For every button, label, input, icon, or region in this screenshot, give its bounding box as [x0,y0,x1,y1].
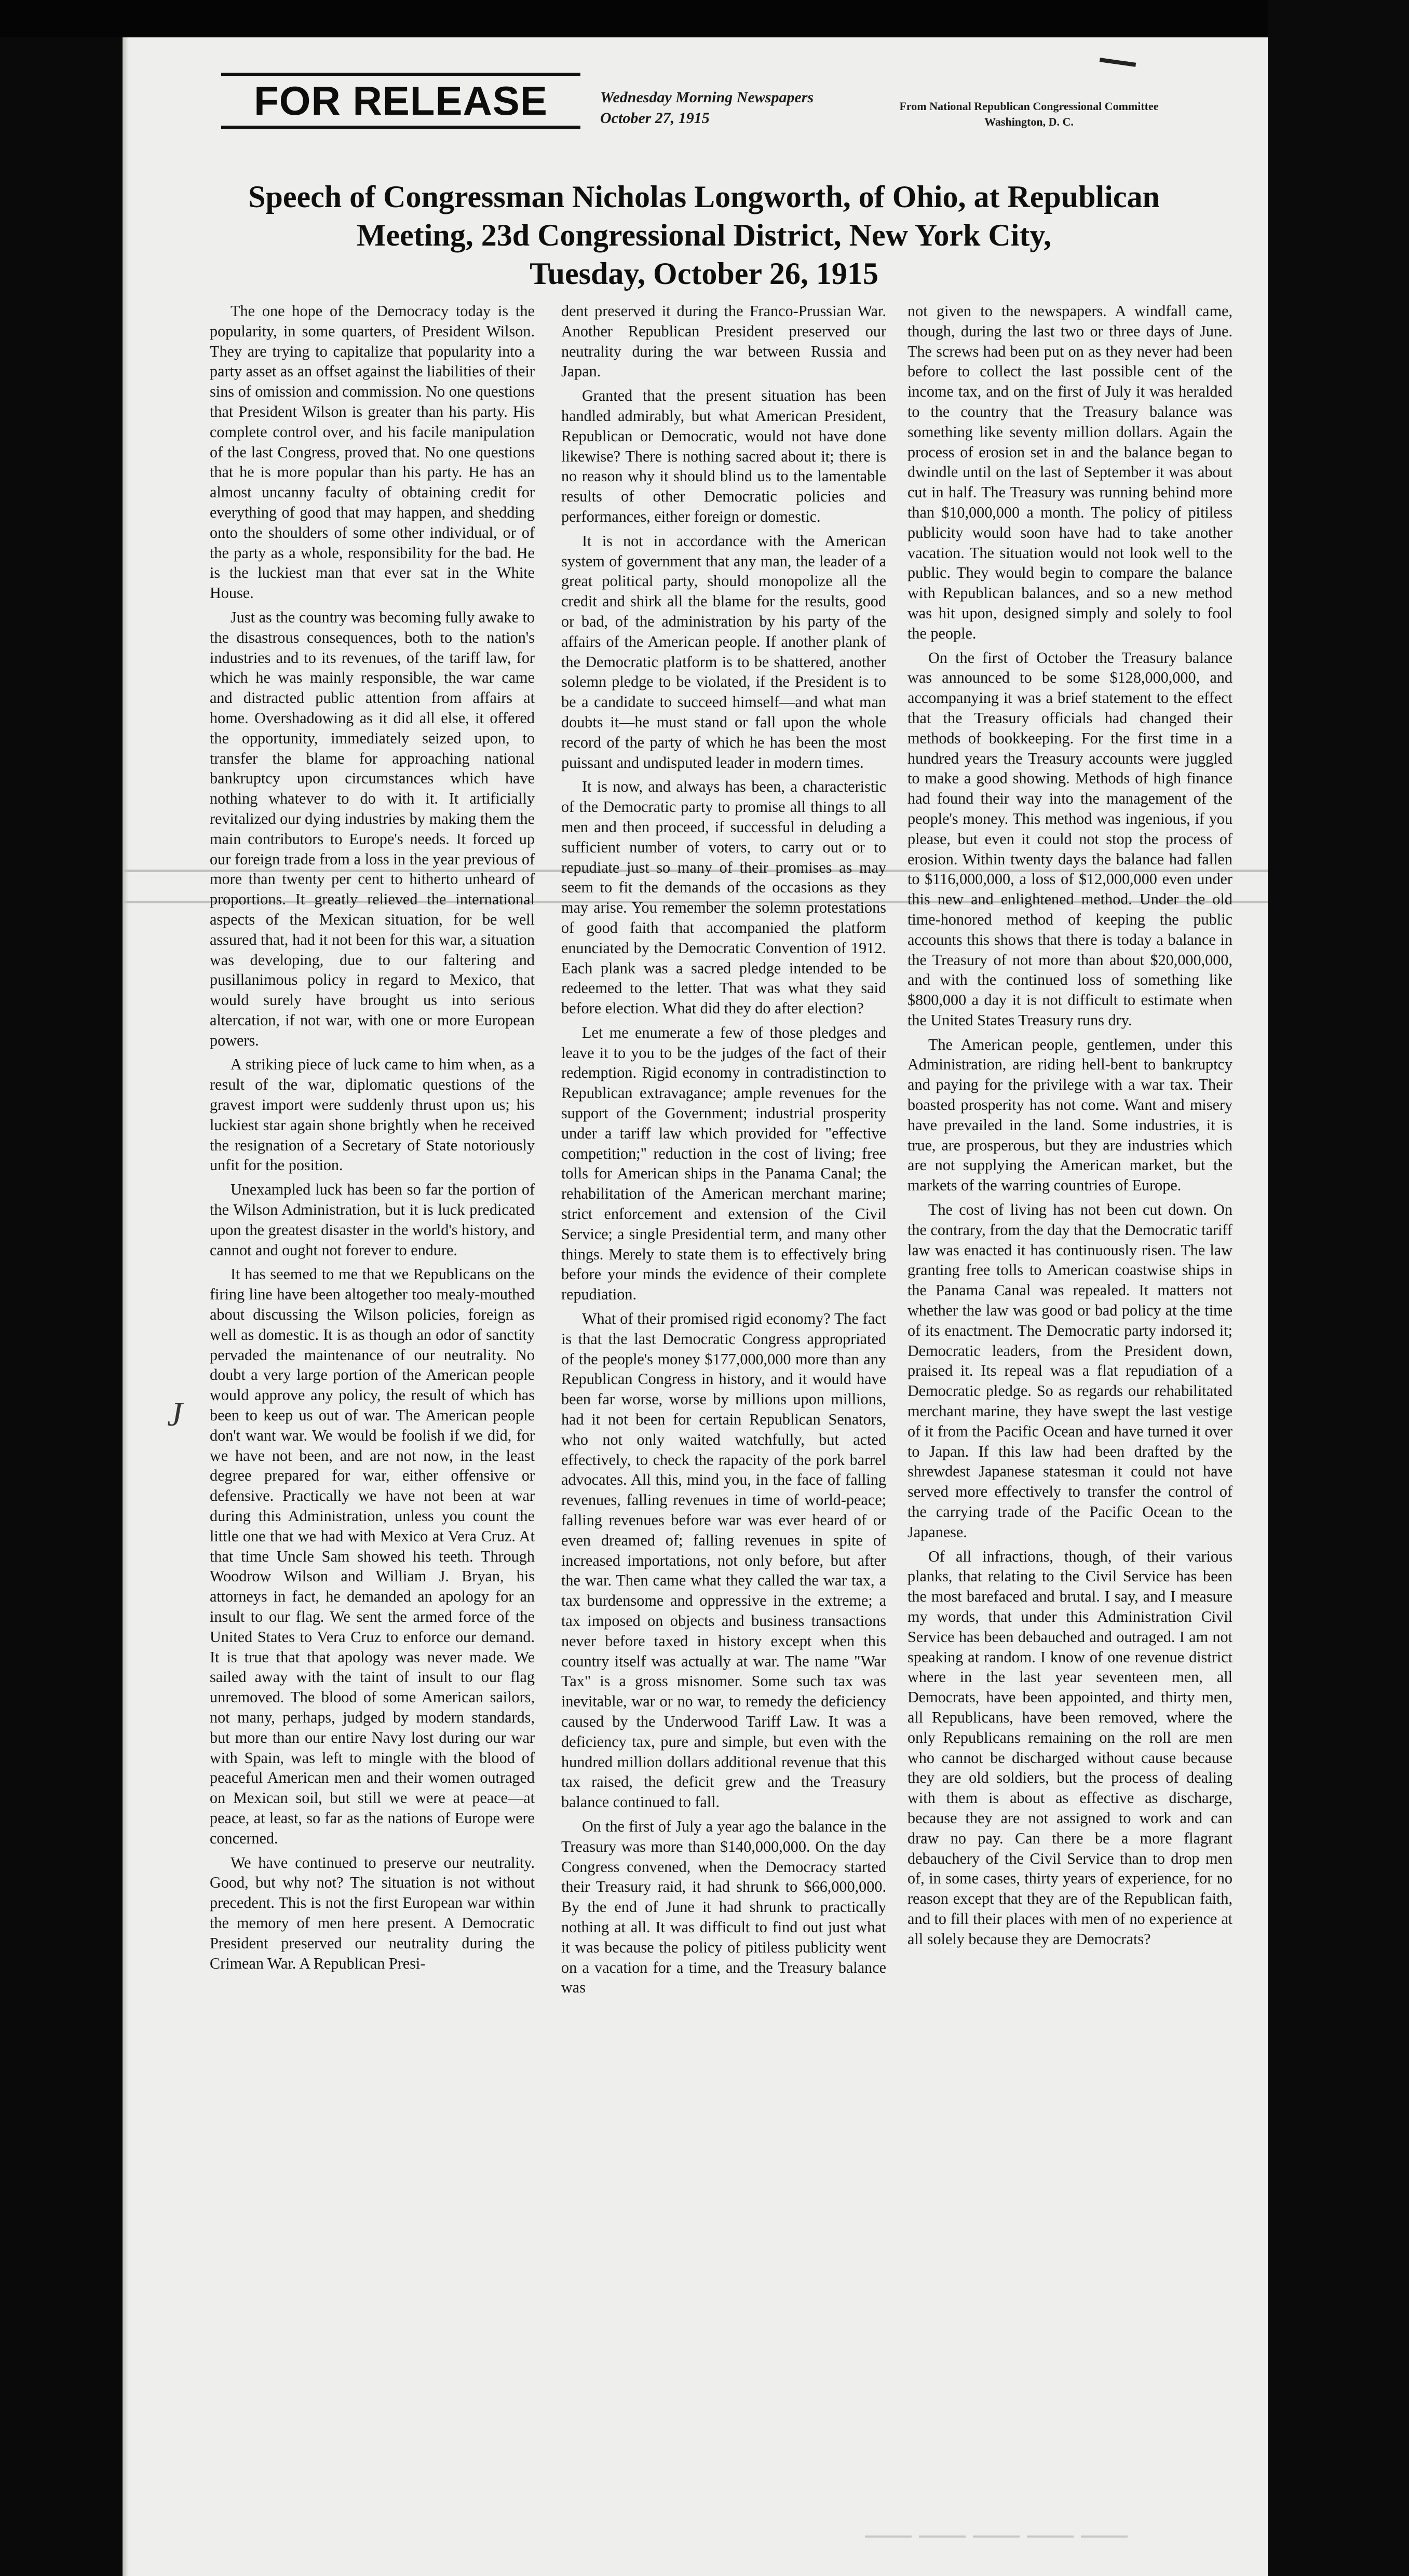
paragraph: We have continued to preserve our neutrality. Good, but why not? The situation is not without precedent. This is not the first European war within the memory of men here present. A Democratic President preserved our neutrality during the Crimean War. A Republican Presi- [210,1853,535,1972]
paragraph: The cost of living has not been cut down. On the contrary, from the day that the Democratic tariff law was enacted it has continuously risen. The law granting free tolls to American coastwise ships in the Panama Canal was repealed. It matters not whether the law was good or bad policy at the time of its enactment. The Democratic party indorsed it; Democratic leaders, from the President down, praised it. Its repeal was a flat repudiation of a Democratic pledge. So as regards our rehabilitated merchant marine, they have swept the last vestige of it from the Pacific Ocean and have turned it over to Japan. If this law had been drafted by the shrewdest Japanese statesman it could not have served more effectively to transfer the control of the carrying trade of the Pacific Ocean to the Japanese. [907,1201,1232,1541]
committee-name: From National Republican Congressional Committee [899,100,1159,113]
paragraph: The one hope of the Democracy today is the popularity, in some quarters, of President Wilson. They are trying to capitalize that popularity into a party asset as an offset against the liabilities of their sins of omission and commission. No one questions that President Wilson is greater than his party. His complete control over, and his facile manipulation of the last Congress, proved that. No one questions that he is more popular than his party. He has an almost uncanny faculty of obtaining credit for everything of good that may happen, and shedding onto the shoulders of some other individual, or of the party as a whole, responsibility for the bad. He is the luckiest man that ever sat in the White House. [210,302,535,602]
committee-source [821,99,1237,130]
committee-location: Washington, D. C. [984,115,1074,128]
paragraph: It is not in accordance with the American system of government that any man, the leader of a great political party, should monopolize all the credit and shirk all the blame for the results, good or bad, of the administration by his party of the affairs of the American people. If another plank of the Democratic platform is to be shattered, another solemn pledge to be violated, if the President is to be a candidate to succeed himself—and what man doubts it—he must stand or fall upon the whole record of the party of which he has been the most puissant and undisputed leader in modern times. [561,532,886,771]
headline-line-2: Meeting, 23d Congressional District, New York City, [356,218,1052,252]
document-page [123,37,1268,2576]
paragraph: Unexampled luck has been so far the portion of the Wilson Administration, but it is luck predicated upon the greatest disaster in the world's history, and cannot and ought not forever to endure. [210,1181,535,1259]
speech-headline [185,178,1223,293]
scan-right-border [1268,0,1409,2576]
paragraph: Granted that the present situation has been handled admirably, but what American President, Republican or Democratic, would not have done likewise? There is nothing sacred about it; there is no reason why it should blind us to the lamentable results of other Democratic policies and performances, either foreign or domestic. [561,387,886,525]
corner-pen-mark [1100,58,1136,67]
text-column-1 [210,301,535,1977]
release-label: FOR RELEASE [254,78,548,124]
page-edge-shadow [123,37,129,2576]
scan-top-border [0,0,1409,37]
text-column-2 [561,301,886,2002]
handwritten-margin-note: J [167,1395,183,1433]
paragraph: Let me enumerate a few of those pledges and leave it to you to be the judges of the fact of their redemption. Rigid economy in contradistinction to Republican extravagance; ample revenues for the support of the Government; industrial prosperity under a tariff law which provided for "effective competition;" reduction in the cost of living; free tolls for American ships in the Panama Canal; the rehabilitation of the American merchant marine; strict enforcement and extension of the Civil Service; a single Presidential term, and many other things. Merely to state them is to effectively bring before your minds the evidence of their complete repudiation. [561,1023,886,1304]
release-banner [221,73,580,129]
paragraph: It has seemed to me that we Republicans on the firing line have been altogether too mealy-mouthed about discussing the Wilson policies, foreign as well as domestic. It is as though an odor of sanctity pervaded the maintenance of our neutrality. No doubt a very large portion of the American people would approve any policy, the result of which has been to keep us out of war. The American people don't want war. We would be foolish if we did, for we have not been, and are not now, in the least degree prepared for war, either offensive or defensive. Practically we have not been at war during this Administration, unless you count the little one that we had with Mexico at Vera Cruz. At that time Uncle Sam showed his teeth. Through Woodrow Wilson and William J. Bryan, his attorneys in fact, he demanded an apology for an insult to our flag. We sent the armed force of the United States to Vera Cruz to enforce our demand. It is true that that apology was never made. We sailed away with the taint of insult to our flag unremoved. The blood of some American sailors, not many, perhaps, judged by modern standards, but more than our entire Navy lost during our war with Spain, was left to mingle with the blood of peaceful American men and their women outraged on Mexican soil, but still we were at peace—at peace, at least, so far as the nations of Europe were concerned. [210,1265,535,1847]
release-day: Wednesday Morning Newspapers [600,89,814,106]
text-column-3 [907,301,1232,1954]
headline-line-3: Tuesday, October 26, 1915 [530,256,878,291]
paragraph: It is now, and always has been, a characteristic of the Democratic party to promise all things to all men and then proceed, if successful in deluding a sufficient number of voters, to carry out or to repudiate just so many of their promises as may seem to fit the demands of the occasions as they may arise. You remember the solemn protestations of good faith that accompanied the platform enunciated by the Democratic Convention of 1912. Each plank was a sacred pledge intended to be redeemed to the letter. That was what they said before election. What did they do after election? [561,778,886,1018]
paragraph: On the first of July a year ago the balance in the Treasury was more than $140,000,000. On the day Congress convened, when the Democracy started their Treasury raid, it had shrunk to $66,000,000. By the end of June it had shrunk to practically nothing at all. It was difficult to find out just what it was because the policy of pitiless publicity went on a vacation for a time, and the Treasury balance was [561,1817,886,1997]
release-date: October 27, 1915 [600,110,710,127]
paragraph: The American people, gentlemen, under this Administration, are riding hell-bent to bankruptcy and paying for the privilege with a war tax. Their boasted prosperity has not come. Want and misery have prevailed in the land. Some industries, it is true, are prosperous, but they are industries which are not supplying the American market, but the markets of the warring countries of Europe. [907,1035,1232,1195]
paragraph-continued: dent preserved it during the Franco-Prussian War. Another Republican President preserved our neutrality during the war between Russia and Japan. [561,302,886,381]
headline-line-1: Speech of Congressman Nicholas Longworth, of Ohio, at Republican [248,180,1160,214]
paragraph-continued: not given to the newspapers. A windfall came, though, during the last two or three days of June. The screws had been put on as they never had been before to collect the last possible cent of the income tax, and on the first of July it was heralded to the country that the Treasury balance was something like seventy million dollars. Again the process of erosion set in and the balance began to dwindle until on the last of September it was about cut in half. The Treasury was running behind more than $10,000,000 a month. The policy of pitiless publicity would soon have had to take another vacation. The situation would not look well to the public. They would begin to compare the balance with Republican balances, and so a new method was hit upon, designed simply and solely to fool the people. [907,302,1232,642]
paragraph: Just as the country was becoming fully awake to the disastrous consequences, both to the nation's industries and to its revenues, of the tariff law, for which he was mainly responsible, the war came and distracted public attention from affairs at home. Overshadowing as it did all else, it offered the opportunity, immediately seized upon, to transfer the blame for approaching national bankruptcy upon circumstances which have nothing whatever to do with it. It artificially revitalized our dying industries by making them the main contributors to Europe's needs. It forced up our foreign trade from a loss in the year previous of more than twenty per cent to hitherto unheard of proportions. It greatly relieved the international aspects of the Mexican situation, for be well assured that, had it not been for this war, a situation was developing, due to our faltering and pusillanimous policy in regard to Mexico, that would surely have brought us into serious altercation, if not war, with one or more European powers. [210,608,535,1049]
paragraph: Of all infractions, though, of their various planks, that relating to the Civil Service has been the most barefaced and brutal. I say, and I measure my words, that under this Administration Civil Service has been debauched and outraged. I am not speaking at random. I know of one revenue district where in the last year seventeen men, all Democrats, have been appointed, and thirty men, all Republicans, have been removed, where the only Republicans remaining on the roll are men who cannot be discharged without cause because they are old soldiers, but the process of dealing with them is about as effective as discharge, because they are not assigned to work and can draw no pay. Can there be a more flagrant debauchery of the Civil Service than to drop men of, in some cases, thirty years of experience, for no reason except that they are of the Republican faith, and to fill their places with men of no experience at all solely because they are Democrats? [907,1547,1232,1948]
paragraph: On the first of October the Treasury balance was announced to be some $128,000,000, and accompanying it was a brief statement to the effect that the Treasury officials had changed their methods of bookkeeping. For the first time in a hundred years the Treasury accounts were juggled to make a good showing. Methods of high finance had found their way into the management of the people's money. This method was ingenious, if you please, but even it could not stop the process of erosion. Within twenty days the balance had fallen to $116,000,000, a loss of $12,000,000 even under this new and enlightened method. Under the old time-honored method of keeping the public accounts this shows that there is today a balance in the Treasury of not more than about $20,000,000, and with the continued loss of something like $800,000 a day it is not difficult to estimate when the United States Treasury runs dry. [907,648,1232,1029]
paragraph: What of their promised rigid economy? The fact is that the last Democratic Congress appropriated of the people's money $177,000,000 more than any Republican Congress in history, and it would have been far worse, worse by millions upon millions, had it not been for certain Republican Senators, who not only waited watchfully, but acted effectively, to check the rapacity of the pork barrel advocates. All this, mind you, in the face of falling revenues, falling revenues in time of world-peace; falling revenues before war was ever heard of or even dreamed of; falling revenues in spite of increased importations, not only before, but after the war. Then came what they called the war tax, a tax burdensome and oppressive in the extreme; a tax imposed on objects and business transactions never before taxed in history except when this country itself was actually at war. The name "War Tax" is a gross misnomer. Some such tax was inevitable, war or no war, to remedy the deficiency caused by the Underwood Tariff Law. It was a deficiency tax, pure and simple, but even with the hundred million dollars additional revenue that this tax raised, the deficit grew and the Treasury balance continued to fall. [561,1310,886,1811]
paragraph: A striking piece of luck came to him when, as a result of the war, diplomatic questions of the gravest import were suddenly thrust upon us; his luckiest star again shone brightly when he received the resignation of a Secretary of State notoriously unfit for the position. [210,1055,535,1174]
reverse-side-bleed-through [865,2524,1228,2552]
